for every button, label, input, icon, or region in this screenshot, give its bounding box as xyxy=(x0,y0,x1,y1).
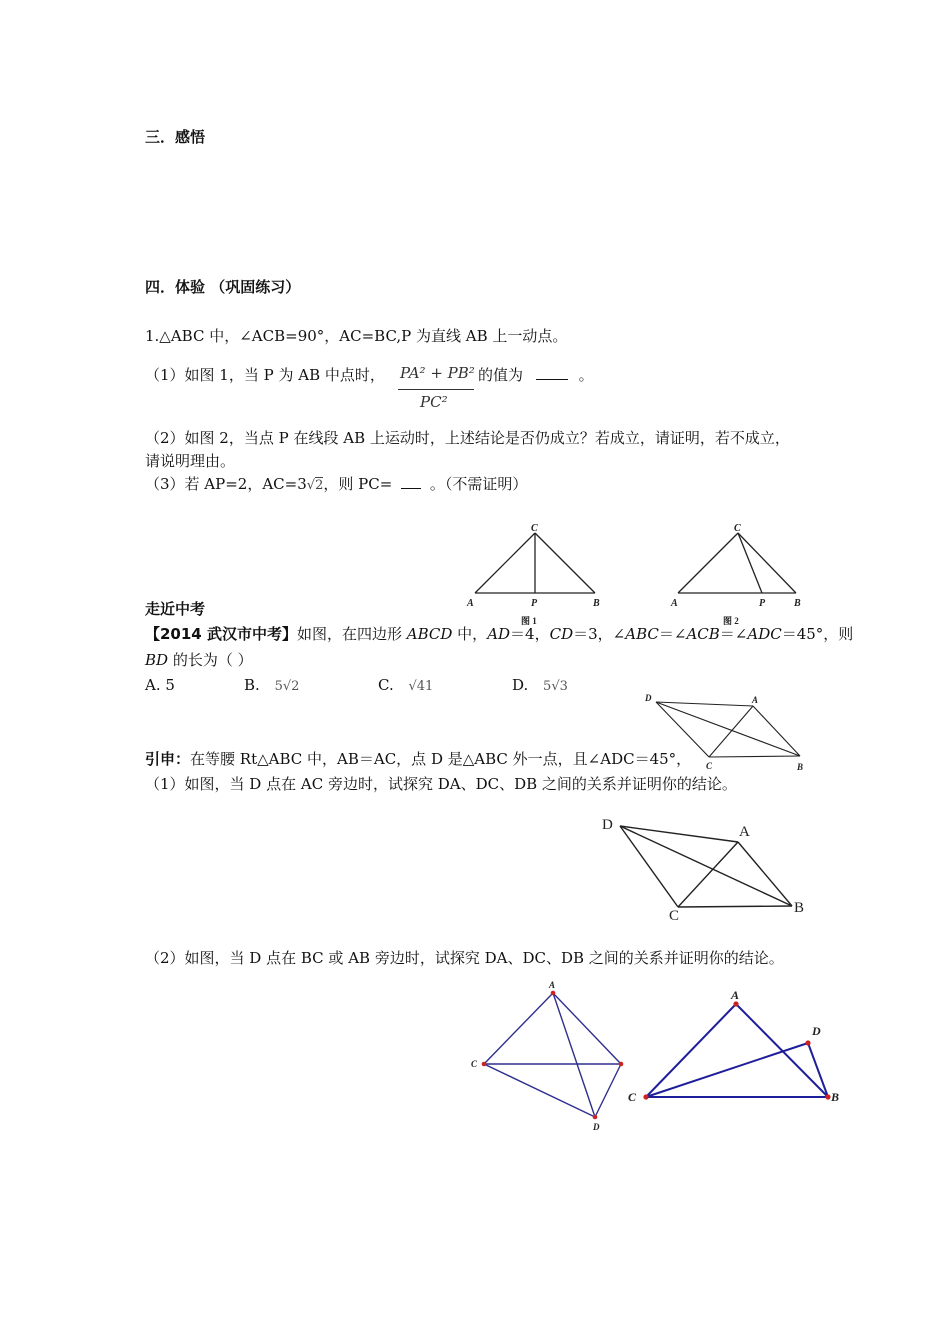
fig2-caption: 图 2 xyxy=(723,616,739,626)
extension-figure-2 xyxy=(462,978,632,1138)
part-1-answer-line xyxy=(478,365,594,385)
figures-1-2 xyxy=(455,518,815,633)
ext-fig2-ac xyxy=(484,993,553,1064)
section-4-title: 四．体验 （巩固练习） xyxy=(145,278,301,296)
exam-fig-label-c: C xyxy=(706,761,713,771)
part-3-suffix: 。（不需证明） xyxy=(429,475,528,493)
part-3-answer-blank[interactable] xyxy=(401,474,421,489)
ext-fig1-label-d: D xyxy=(602,817,613,833)
exam-acb: ACB xyxy=(686,625,720,643)
exam-text-7: ＝45°，则 xyxy=(781,625,854,643)
exam-ad: AD xyxy=(487,625,511,643)
fraction xyxy=(398,364,478,416)
extension-figure-3 xyxy=(622,982,854,1114)
exam-option-d[interactable] xyxy=(512,675,568,697)
option-a-label: A. 5 xyxy=(145,676,175,694)
fig2-segment-cp xyxy=(738,533,762,593)
exam-question-line-2 xyxy=(145,650,253,670)
section-3-title: 三．感悟 xyxy=(145,128,206,146)
fig1-label-b: B xyxy=(593,598,600,609)
exam-text-8: 的长为（ ） xyxy=(168,651,253,669)
exam-fig-ac xyxy=(709,706,753,757)
ext-fig1-label-b: B xyxy=(794,900,805,916)
exam-fig-db xyxy=(656,702,800,756)
ext-fig2-label-d: D xyxy=(593,1122,600,1132)
exam-question-line-1 xyxy=(145,624,853,644)
extension-statement xyxy=(145,749,691,769)
fig2-label-b: B xyxy=(794,598,801,609)
part-1-end: 。 xyxy=(578,366,594,384)
part-3-prefix: （3）若 AP=2，AC=3 xyxy=(145,475,307,493)
exam-text-5: ＝∠ xyxy=(658,625,687,643)
fig2-side-cb xyxy=(738,533,796,593)
extension-part-1: （1）如图，当 D 点在 AC 旁边时，试探究 DA、DC、DB 之间的关系并证明你的结论。 xyxy=(145,775,737,793)
ext-fig3-cd xyxy=(646,1043,808,1097)
option-c-value: √41 xyxy=(408,679,434,694)
ext-fig3-point-d xyxy=(805,1040,810,1045)
part-3-middle: ，则 PC= xyxy=(323,475,393,493)
exam-text-1: 如图，在四边形 xyxy=(296,625,407,643)
part-1-suffix: 的值为 xyxy=(478,366,524,384)
ext-fig2-point-c xyxy=(482,1062,487,1067)
ext-fig1-cb xyxy=(678,906,792,907)
problem-1-part-3 xyxy=(145,474,527,496)
exam-text-4: ＝3，∠ xyxy=(573,625,626,643)
exam-bd: BD xyxy=(145,651,169,669)
option-d-label: D. xyxy=(512,676,529,694)
part-1-answer-blank[interactable] xyxy=(536,365,568,380)
ext-fig3-label-d: D xyxy=(812,1024,821,1038)
figure-1 xyxy=(475,533,595,593)
problem-1-stem: 1.△ABC 中，∠ACB=90°，AC=BC,P 为直线 AB 上一动点。 xyxy=(145,327,568,345)
exam-option-a[interactable] xyxy=(145,675,175,695)
exam-fig-label-b: B xyxy=(797,762,804,772)
extension-part-2: （2）如图，当 D 点在 BC 或 AB 旁边时，试探究 DA、DC、DB 之间的关系并证明你的结论。 xyxy=(145,949,784,967)
ext-fig1-label-a: A xyxy=(739,824,750,840)
extension-heading: 引申： xyxy=(145,750,191,768)
ext-fig2-bd xyxy=(595,1064,621,1117)
fig2-label-p: P xyxy=(759,598,766,609)
fig1-label-p: P xyxy=(531,598,538,609)
ext-fig3-point-c xyxy=(643,1094,648,1099)
option-c-label: C. xyxy=(378,676,394,694)
exam-text-6: ＝∠ xyxy=(719,625,748,643)
ext-fig3-label-b: B xyxy=(831,1090,840,1104)
fig1-caption: 图 1 xyxy=(521,616,537,626)
ext-fig2-ad xyxy=(553,993,595,1117)
exam-adc: ADC xyxy=(747,625,782,643)
exam-text-2: 中， xyxy=(452,625,488,643)
part-3-sqrt-value: 2 xyxy=(315,478,324,493)
option-b-value: 5√2 xyxy=(274,679,300,694)
fraction-bar xyxy=(398,389,474,390)
exam-text-3: ＝4， xyxy=(510,625,550,643)
exam-heading: 走近中考 xyxy=(145,600,206,618)
exam-fig-label-a: A xyxy=(752,695,759,705)
ext-fig3-ab xyxy=(736,1004,828,1097)
fig2-label-c: C xyxy=(734,523,741,534)
fig1-label-c: C xyxy=(531,523,538,534)
problem-1-part-1 xyxy=(145,365,385,385)
ext-fig2-ab xyxy=(553,993,621,1064)
exam-source: 【2014 武汉市中考】 xyxy=(145,625,297,643)
ext-fig2-point-d xyxy=(593,1115,598,1120)
fig1-label-a: A xyxy=(467,598,474,609)
fig1-side-cb xyxy=(535,533,595,593)
part-2-line-1: （2）如图 2，当点 P 在线段 AB 上运动时，上述结论是否仍成立？若成立，请证明，若不成立， xyxy=(145,429,790,447)
ext-fig1-ac xyxy=(678,842,738,907)
part-1-prefix: （1）如图 1，当 P 为 AB 中点时， xyxy=(145,366,385,384)
ext-fig1-label-c: C xyxy=(669,908,680,924)
fig1-side-ca xyxy=(475,533,535,593)
ext-fig2-cd xyxy=(484,1064,595,1117)
option-d-value: 5√3 xyxy=(543,679,568,694)
ext-fig2-label-c: C xyxy=(471,1059,478,1069)
figure-2 xyxy=(678,533,796,593)
fraction-numerator: PA² + PB² xyxy=(400,364,475,382)
exam-abc: ABC xyxy=(625,625,659,643)
ext-fig3-db xyxy=(808,1043,828,1097)
ext-fig2-point-a xyxy=(551,991,556,996)
ext-fig3-point-b xyxy=(825,1094,830,1099)
extension-text: 在等腰 Rt△ABC 中，AB＝AC，点 D 是△ABC 外一点，且∠ADC＝45°， xyxy=(190,750,692,768)
ext-fig1-ab xyxy=(738,842,792,906)
exam-abcd: ABCD xyxy=(406,625,453,643)
option-b-label: B. xyxy=(244,676,260,694)
fig2-label-a: A xyxy=(671,598,678,609)
ext-fig2-label-a: A xyxy=(549,980,556,990)
ext-fig3-point-a xyxy=(733,1001,738,1006)
exam-fig-da xyxy=(656,702,753,706)
ext-fig1-dc xyxy=(620,826,678,907)
ext-fig3-label-c: C xyxy=(628,1090,637,1104)
exam-option-c[interactable] xyxy=(378,675,433,697)
fig2-side-ca xyxy=(678,533,738,593)
fraction-denominator: PC² xyxy=(420,393,448,411)
exam-fig-cb xyxy=(709,756,800,757)
sqrt-sign-icon: √ xyxy=(306,478,316,493)
part-2-line-2: 请说明理由。 xyxy=(145,452,236,470)
exam-fig-label-d: D xyxy=(645,693,652,703)
exam-option-b[interactable] xyxy=(244,675,299,697)
exam-fig-ab xyxy=(753,706,800,756)
extension-figure-1 xyxy=(596,812,816,924)
exam-cd: CD xyxy=(549,625,574,643)
ext-fig3-label-a: A xyxy=(731,988,740,1002)
